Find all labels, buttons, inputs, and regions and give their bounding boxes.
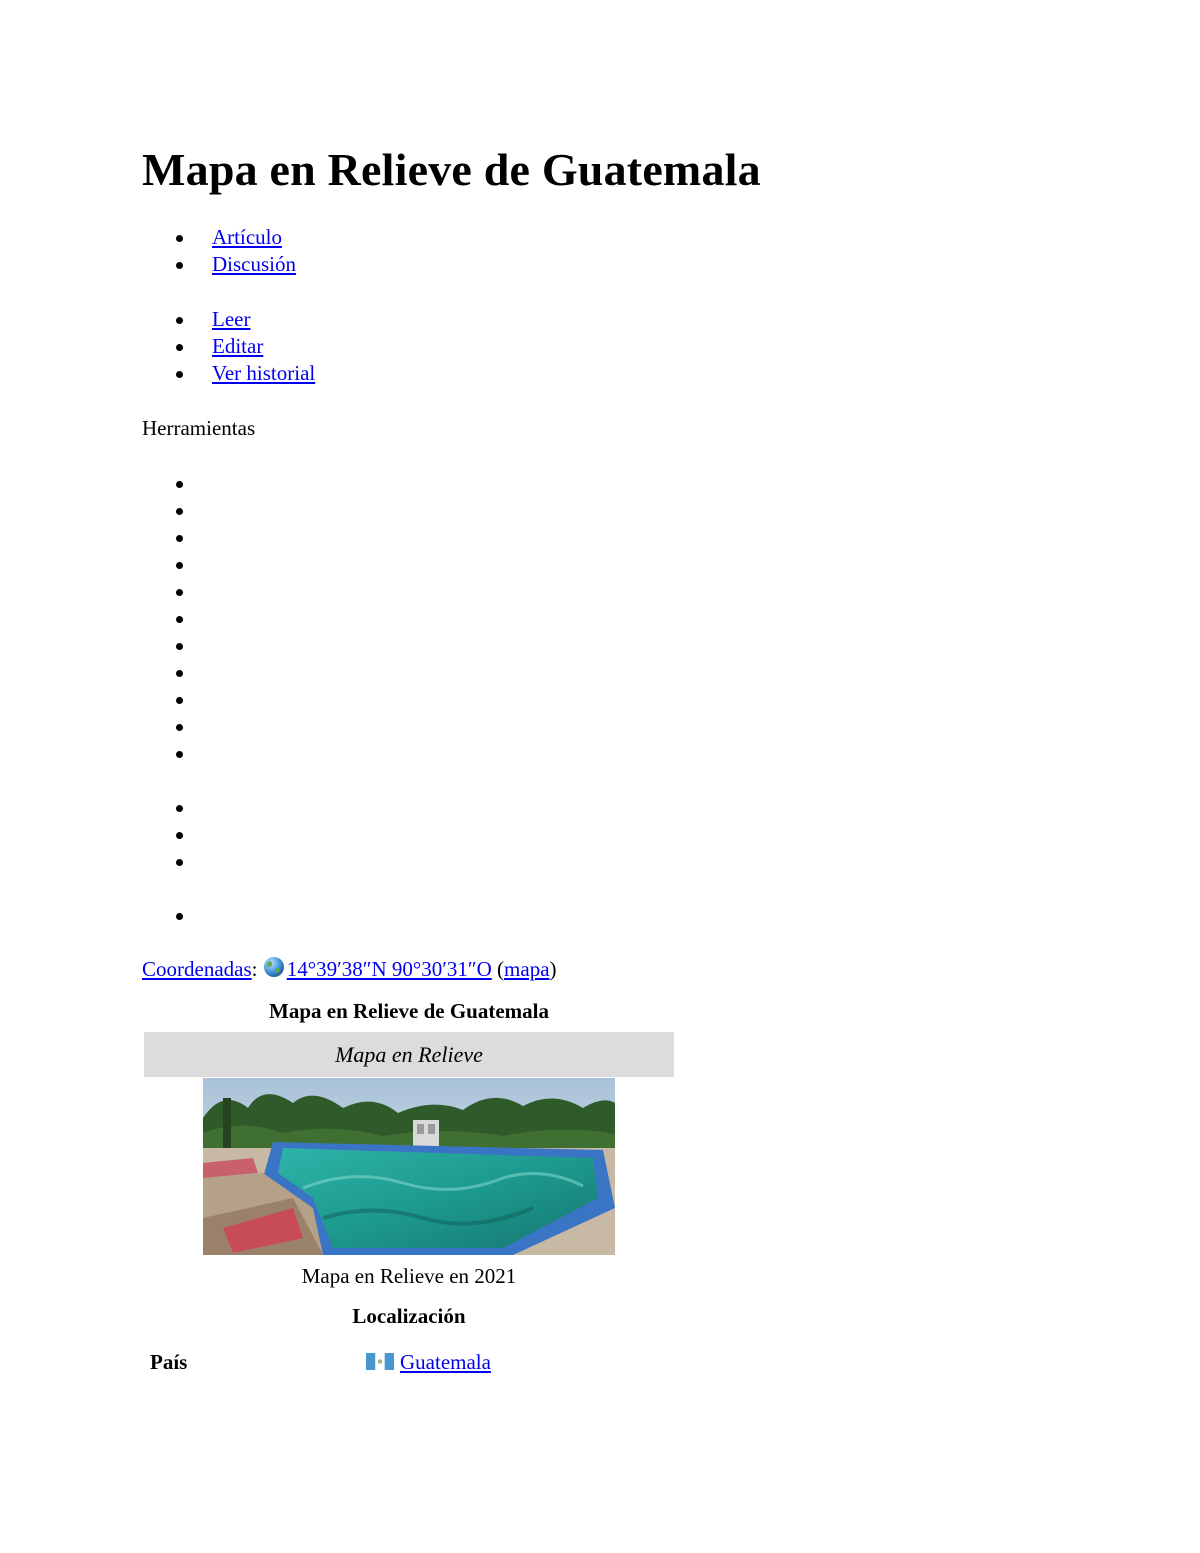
infobox-image-caption: Mapa en Relieve en 2021 <box>301 1264 517 1288</box>
paren-close: ) <box>549 957 557 981</box>
tab-editar-link[interactable]: Editar <box>212 334 264 358</box>
bullet <box>176 670 183 677</box>
infobox <box>144 996 674 1379</box>
namespace-tabs <box>212 224 296 278</box>
infobox-title: Mapa en Relieve de Guatemala <box>269 999 549 1023</box>
bullet <box>176 235 183 242</box>
page-title: Mapa en Relieve de Guatemala <box>142 144 761 195</box>
coordinates <box>142 956 557 983</box>
map-link[interactable]: mapa <box>504 957 550 981</box>
country-link[interactable]: Guatemala <box>400 1350 491 1374</box>
globe-icon <box>263 956 285 978</box>
relief-map-photo[interactable] <box>203 1078 615 1255</box>
coordinates-label-link[interactable]: Coordenadas <box>142 957 252 981</box>
infobox-section-heading: Localización <box>352 1304 466 1328</box>
bullet <box>176 508 183 515</box>
tab-articulo <box>212 224 296 251</box>
bullet <box>176 859 183 866</box>
bullet <box>176 751 183 758</box>
tab-ver-historial-link[interactable]: Ver historial <box>212 361 316 385</box>
infobox-row-label: País <box>150 1350 188 1374</box>
bullet <box>176 535 183 542</box>
coordinates-separator: : <box>251 957 258 981</box>
bullet <box>176 616 183 623</box>
paren-open: ( <box>497 957 505 981</box>
bullet <box>176 832 183 839</box>
tab-discusion-link[interactable]: Discusión <box>212 252 296 276</box>
bullet <box>176 697 183 704</box>
bullet <box>176 562 183 569</box>
bullet <box>176 913 183 920</box>
bullet <box>176 317 183 324</box>
tab-discusion <box>212 251 296 278</box>
bullet <box>176 589 183 596</box>
guatemala-flag-icon <box>366 1353 394 1370</box>
tools-label: Herramientas <box>142 416 256 440</box>
tab-ver-historial <box>212 360 315 387</box>
bullet <box>176 344 183 351</box>
bullet <box>176 643 183 650</box>
bullet <box>176 805 183 812</box>
tab-leer-link[interactable]: Leer <box>212 307 251 331</box>
infobox-subtitle: Mapa en Relieve <box>144 1032 674 1077</box>
bullet <box>176 371 183 378</box>
infobox-row-pais <box>144 1349 674 1379</box>
view-tabs <box>212 306 315 387</box>
bullet <box>176 481 183 488</box>
coordinates-value-link[interactable]: 14°39′38″N 90°30′31″O <box>286 957 492 981</box>
tab-articulo-link[interactable]: Artículo <box>212 225 282 249</box>
bullet <box>176 262 183 269</box>
tab-leer <box>212 306 315 333</box>
bullet <box>176 724 183 731</box>
tab-editar <box>212 333 315 360</box>
infobox-row-value <box>366 1349 491 1376</box>
